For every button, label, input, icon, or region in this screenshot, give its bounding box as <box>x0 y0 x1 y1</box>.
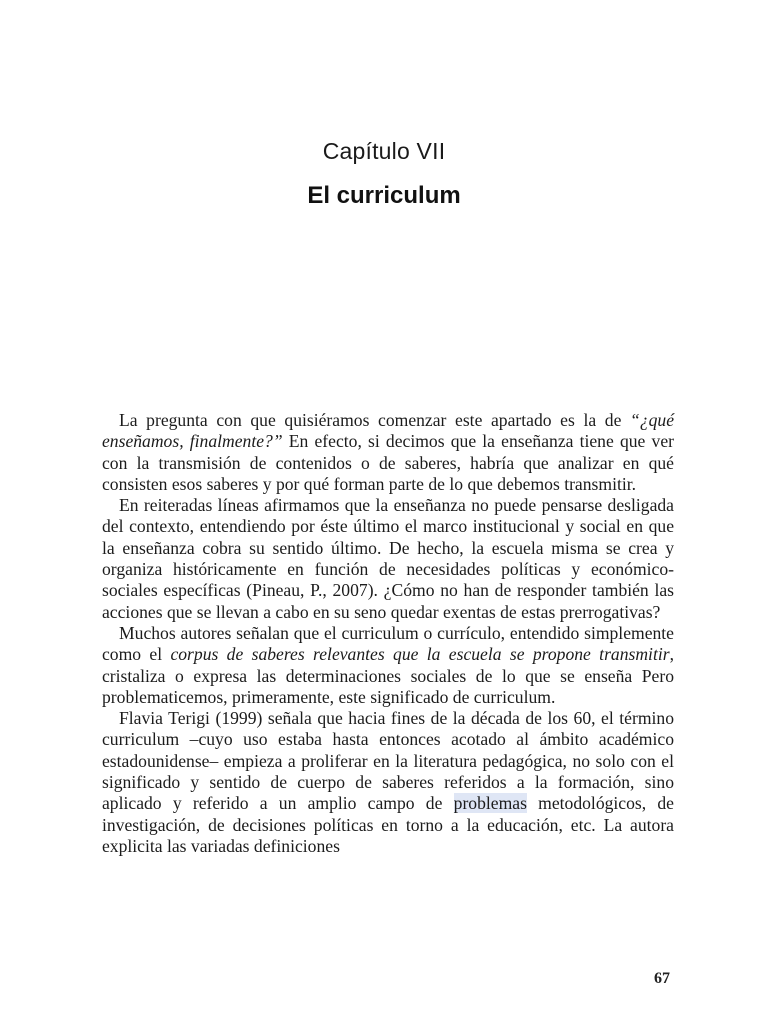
paragraph-4-start: Flavia Terigi (1999) señala que hacia fines de la década de los 60, el término curriculum –cuyo uso estaba hasta entonces acotado al ámbito académico estadounidense– empieza a proliferar en la literatura pedagógica, no solo con el significado y sentido de cuerpo de saberes referidos a la formación, sino aplicado y referido a un amplio campo de <box>102 708 674 814</box>
paragraph-1-end: En efecto, si decimos que la enseñanza tiene que ver con la transmisión de contenidos o de saberes, habría que analizar en qué consisten esos saberes y por qué forman parte de lo que debemos transmitir. <box>102 431 674 494</box>
chapter-title: El curriculum <box>307 182 461 209</box>
paragraph-1-start: La pregunta con que quisiéramos comenzar este apartado es la de <box>119 410 631 430</box>
paragraph-3-start: Muchos autores señalan que el curriculum o currículo, entendido simplemente como el <box>102 622 674 665</box>
paragraph-4 <box>102 708 674 857</box>
page-number: 67 <box>654 970 670 987</box>
paragraph-4-end: metodológicos, de investigación, de decisiones políticas en torno a la educación, etc. La autora explicita las variadas definiciones <box>102 793 674 856</box>
paragraph-4-highlight: problemas <box>453 793 527 814</box>
paragraph-1-quote: “¿qué enseñamos, finalmente?” <box>102 410 674 452</box>
paragraph-3-end: , cristaliza o expresa las determinaciones sociales de lo que se enseña Pero problematicemos, primeramente, este significado de curriculum. <box>102 644 674 707</box>
paragraph-3 <box>102 623 674 708</box>
paragraph-2: En reiteradas líneas afirmamos que la enseñanza no puede pensarse desligada del contexto, entendiendo por éste último el marco institucional y social en que la enseñanza cobra su sentido último. De hecho, la escuela misma se crea y organiza históricamente en función de necesidades políticas y económico-sociales específicas (Pineau, P., 2007). ¿Cómo no han de responder también las acciones que se llevan a cabo en su seno quedar exentas de estas prerrogativas? <box>102 495 674 622</box>
paragraph-1 <box>102 410 674 495</box>
paragraph-3-italic: corpus de saberes relevantes que la escuela se propone transmitir <box>170 644 670 665</box>
chapter-label: Capítulo VII <box>322 138 446 164</box>
body-text <box>102 410 674 857</box>
